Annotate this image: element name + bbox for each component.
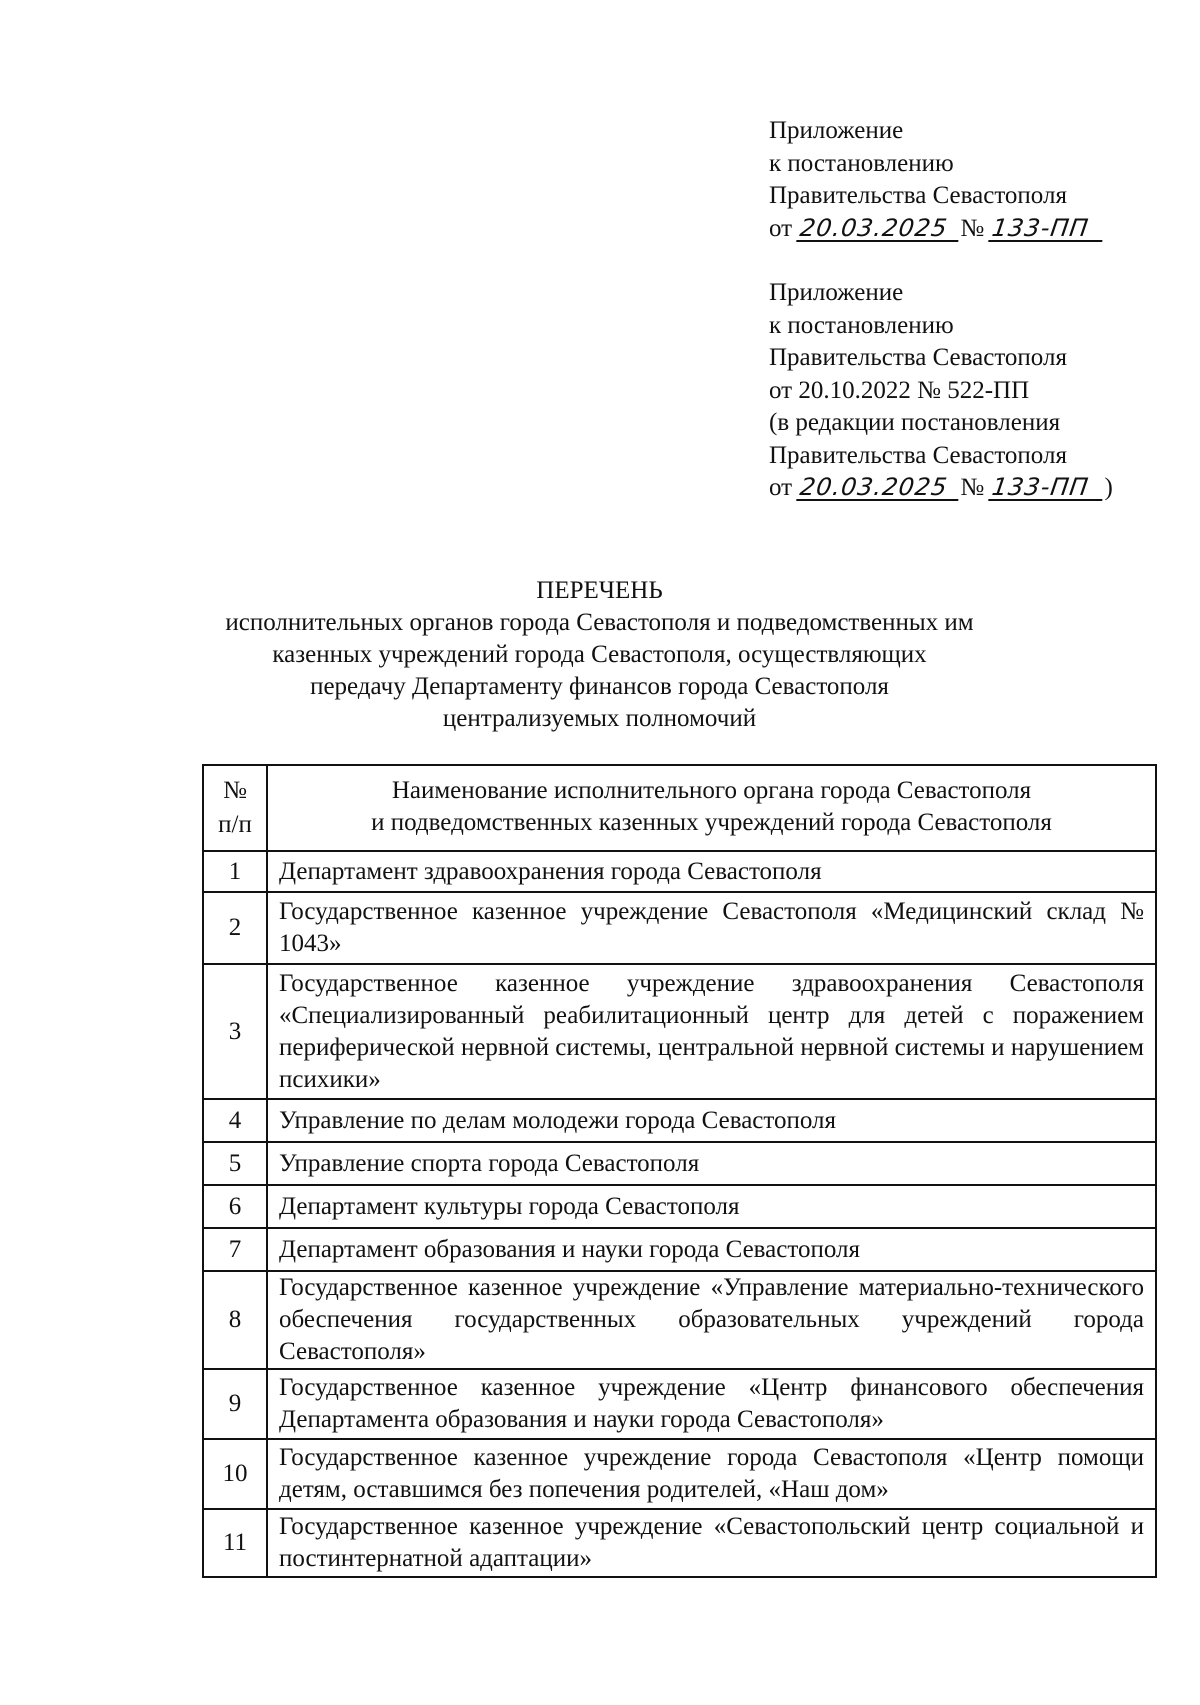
table-row bbox=[203, 1228, 1156, 1271]
title-line: исполнительных органов города Севастополя и подведомственных им bbox=[225, 609, 974, 636]
row-name: Государственное казенное учреждение «Центр финансового обеспечения Департамента образования и науки города Севастополя» bbox=[267, 1369, 1156, 1439]
table-row bbox=[203, 1509, 1156, 1577]
handwritten-number: 133-ПП bbox=[989, 216, 1107, 242]
appendix-label: Приложение bbox=[769, 279, 904, 306]
row-number: 6 bbox=[203, 1185, 267, 1228]
table-row bbox=[203, 1142, 1156, 1185]
column-header-number bbox=[203, 765, 267, 851]
row-number: 11 bbox=[203, 1509, 267, 1577]
row-number: 10 bbox=[203, 1439, 267, 1509]
table-header-row bbox=[203, 765, 1156, 851]
appendix-stamp-current bbox=[769, 115, 1104, 245]
agencies-table bbox=[202, 764, 1157, 1578]
table-row bbox=[203, 1271, 1156, 1369]
row-name: Управление спорта города Севастополя bbox=[267, 1142, 1156, 1185]
row-name: Государственное казенное учреждение «Севастопольский центр социальной и постинтернатной адаптации» bbox=[267, 1509, 1156, 1577]
appendix-date-line bbox=[769, 213, 1104, 246]
row-name: Департамент здравоохранения города Севастополя bbox=[267, 851, 1156, 892]
from-label: от bbox=[769, 214, 793, 242]
table-row bbox=[203, 1185, 1156, 1228]
header-text: № bbox=[223, 776, 247, 804]
row-name: Государственное казенное учреждение города Севастополя «Центр помощи детям, оставшимся без попечения родителей, «Наш дом» bbox=[267, 1439, 1156, 1509]
row-number: 4 bbox=[203, 1099, 267, 1142]
number-sign: № bbox=[960, 214, 985, 242]
table-row bbox=[203, 892, 1156, 964]
closing-paren: ) bbox=[1104, 474, 1113, 501]
title-line: централизуемых полномочий bbox=[442, 705, 757, 732]
row-name: Государственное казенное учреждение здравоохранения Севастополя «Специализированный реабилитационный центр для детей с поражением периферической нервной системы, центральной нервной системы и нарушением психики» bbox=[267, 964, 1156, 1099]
row-number: 9 bbox=[203, 1369, 267, 1439]
row-name: Департамент образования и науки города Севастополя bbox=[267, 1228, 1156, 1271]
title-line: казенных учреждений города Севастополя, осуществляющих bbox=[272, 641, 927, 668]
title-line: передачу Департаменту финансов города Севастополя bbox=[310, 673, 889, 700]
row-number: 7 bbox=[203, 1228, 267, 1271]
document-title bbox=[0, 575, 1200, 735]
header-text: п/п bbox=[218, 810, 252, 838]
revision-note: (в редакции постановления bbox=[769, 409, 1061, 436]
row-number: 2 bbox=[203, 892, 267, 964]
row-name: Государственное казенное учреждение «Управление материально-технического обеспечения государственных образовательных учреждений города Севастополя» bbox=[267, 1271, 1156, 1369]
table-row bbox=[203, 851, 1156, 892]
table-row bbox=[203, 964, 1156, 1099]
row-name: Государственное казенное учреждение Севастополя «Медицинский склад № 1043» bbox=[267, 892, 1156, 964]
revision-authority: Правительства Севастополя bbox=[769, 441, 1067, 469]
row-name: Управление по делам молодежи города Севастополя bbox=[267, 1099, 1156, 1142]
row-number: 5 bbox=[203, 1142, 267, 1185]
appendix-date-line bbox=[769, 472, 1113, 505]
appendix-ref: к постановлению bbox=[769, 149, 954, 177]
table-row bbox=[203, 1099, 1156, 1142]
header-text: Наименование исполнительного органа города Севастополя bbox=[391, 777, 1032, 804]
appendix-stamp-original bbox=[769, 277, 1113, 505]
original-decree: от 20.10.2022 № 522-ПП bbox=[769, 376, 1030, 404]
column-header-name bbox=[267, 765, 1156, 851]
appendix-ref: к постановлению bbox=[769, 311, 954, 339]
handwritten-date: 20.03.2025 bbox=[797, 216, 963, 242]
row-number: 3 bbox=[203, 964, 267, 1099]
appendix-authority: Правительства Севастополя bbox=[769, 344, 1067, 371]
table-row bbox=[203, 1439, 1156, 1509]
title-heading: ПЕРЕЧЕНЬ bbox=[536, 577, 663, 604]
handwritten-number: 133-ПП bbox=[989, 475, 1107, 501]
row-number: 8 bbox=[203, 1271, 267, 1369]
row-name: Департамент культуры города Севастополя bbox=[267, 1185, 1156, 1228]
appendix-label: Приложение bbox=[769, 117, 904, 144]
from-label: от bbox=[769, 474, 793, 501]
number-sign: № bbox=[960, 474, 985, 501]
table-row bbox=[203, 1369, 1156, 1439]
header-text: и подведомственных казенных учреждений города Севастополя bbox=[371, 809, 1052, 836]
handwritten-date: 20.03.2025 bbox=[797, 475, 963, 501]
appendix-authority: Правительства Севастополя bbox=[769, 182, 1067, 209]
row-number: 1 bbox=[203, 851, 267, 892]
